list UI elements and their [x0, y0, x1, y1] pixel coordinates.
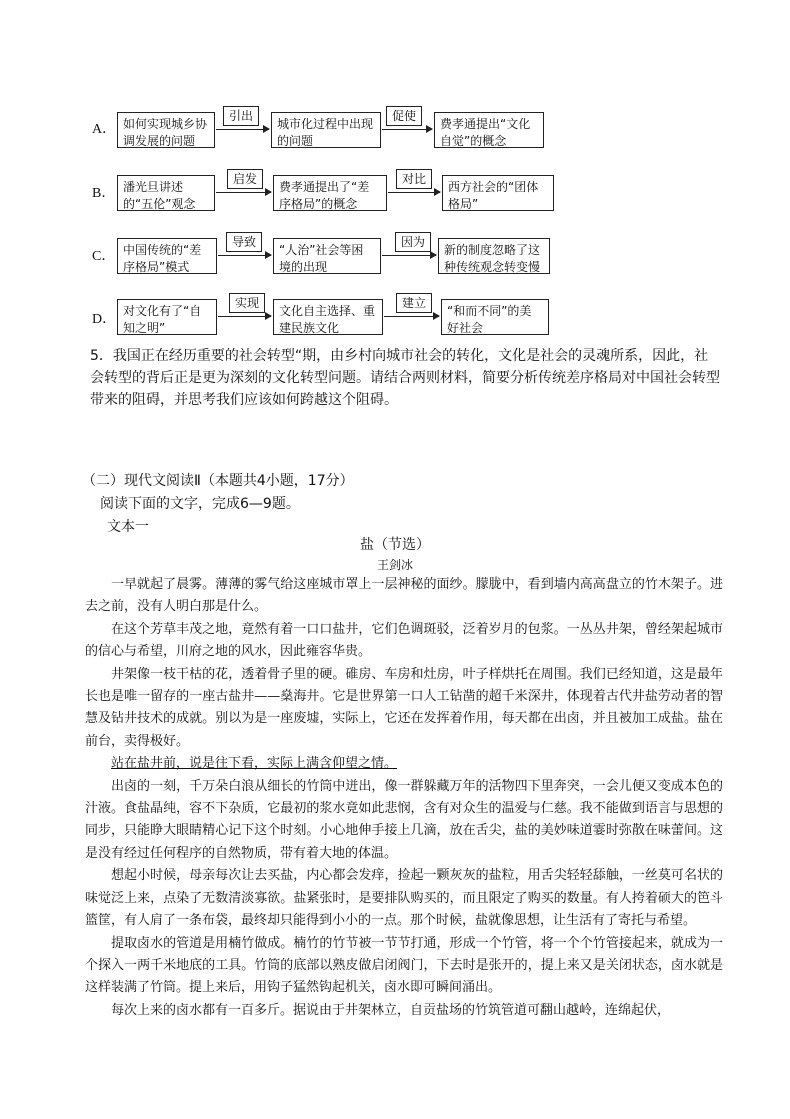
flow-box: 文化自主选择、重建民族文化: [273, 299, 383, 335]
section-heading: （二）现代文阅读Ⅱ（本题共4小题，17分）: [82, 473, 354, 489]
flow-label: 导致: [226, 232, 262, 252]
flow-box: 费孝通提出“文化自觉”的概念: [434, 112, 544, 148]
flow-arrow: [384, 316, 439, 317]
flow-arrow: [382, 129, 432, 130]
flow-label: 因为: [395, 232, 431, 252]
flow-arrow: [382, 255, 436, 256]
flow-label: 引出: [223, 106, 259, 126]
article-author: 王剑冰: [376, 558, 413, 572]
paragraph: 一早就起了晨雾。薄薄的雾气给这座城市罩上一层神秘的面纱。朦胧中，看到墙内高高盘立的竹木架子。进去之前，没有人明白那是什么。: [85, 577, 723, 615]
flow-label: 实现: [229, 293, 265, 313]
flow-label: 对比: [396, 169, 432, 189]
paragraph: [85, 753, 723, 775]
flow-arrow: [216, 192, 271, 193]
underlined-sentence: 站在盐井前，说是往下看，实际上满含仰望之情。: [111, 756, 398, 772]
article-title: 盐（节选）: [360, 537, 430, 553]
flow-arrow: [218, 316, 271, 317]
flow-label: 建立: [396, 293, 432, 313]
reading-instruction: 阅读下面的文字，完成6—9题。: [100, 496, 300, 512]
paragraph: 在这个芳草丰茂之地，竟然有着一口口盐井，它们色调斑驳，泛着岁月的包浆。一丛丛井架，曾经架起城市的信心与希望，川府之地的风水，因此雍容华贵。: [85, 621, 723, 660]
paragraph: 井架像一枝干枯的花，透着骨子里的硬。碓房、车房和灶房，叶子样烘托在周围。我们已经知道，这是最年长也是唯一留存的一座古盐井——燊海井。它是世界第一口人工钻凿的超千米深井，体现着古代井盐劳动者的智慧及钻井技术的成就。别以为是一座废墟，实际上，它还在发挥着作用，每天都在出卤，并且被加工成盐。盐在前台，卖得极好。: [85, 666, 723, 749]
flow-box: 对文化有了“自知之明”: [117, 299, 217, 335]
paragraph: 想起小时候，母亲每次让去买盐，内心都会发痒，捡起一颗灰灰的盐粒，用舌尖轻轻舔触，一丝莫可名状的味觉泛上来，点染了无数清淡寡欲。盐紧张时，是要排队购买的，而且限定了购买的数量。有人挎着硕大的笆斗篮筐，有人肩了一条布袋，最终却只能得到小小的一点。那个时候，盐就像思想，让生活有了寄托与希望。: [85, 868, 723, 929]
flow-box: “人治”社会等困境的出现: [273, 238, 381, 274]
paragraph: 提取卤水的管道是用楠竹做成。楠竹的竹节被一节节打通，形成一个竹管，将一个个竹管接起来，就成为一个探入一两千米地底的工具。竹筒的底部以熟皮做启闭阀门，下去时是张开的，提上来又是关闭状态，卤水就是这样装满了竹筒。提上来后，用钩子猛然钩起机关，卤水即可瞬间涌出。: [85, 935, 723, 996]
flow-label: 启发: [227, 169, 263, 189]
option-letter: D．: [92, 312, 117, 327]
flow-box: 新的制度忽略了这种传统观念转变慢: [438, 238, 550, 274]
article-body: [85, 574, 723, 1022]
flow-box: 潘光旦讲述的“五伦”观念: [117, 175, 215, 211]
option-letter: B．: [92, 186, 116, 201]
flow-box: 中国传统的“差序格局”模式: [117, 238, 217, 274]
flow-box: 城市化过程中出现的问题: [271, 112, 381, 148]
flow-label: 促使: [386, 106, 422, 126]
paragraph: 每次上来的卤水都有一百多斤。据说由于井架林立，自贡盐场的竹筑管道可翻山越岭，连绵起伏，: [111, 1002, 671, 1018]
flow-arrow: [216, 129, 269, 130]
flow-arrow: [218, 255, 271, 256]
flow-box: 费孝通提出了“差序格局”的概念: [273, 175, 387, 211]
option-letter: A．: [92, 122, 117, 137]
flow-box: “和而不同”的美好社会: [441, 299, 549, 335]
flow-arrow: [388, 192, 440, 193]
flow-box: 如何实现城乡协调发展的问题: [117, 112, 215, 148]
question-5: 5．我国正在经历重要的社会转型“期，由乡村向城市社会的转化，文化是社会的灵魂所系，因此，社会转型的背后正是更为深刻的文化转型问题。请结合两则材料，简要分析传统差序格局对中国社会转型带来的阻碍，并思考我们应该如何跨越这个阻碍。: [90, 348, 720, 408]
paragraph: 出卤的一刻，千万朵白浪从细长的竹筒中迸出，像一群躲藏万年的活物四下里奔突，一会儿便又变成本色的汁液。食盐晶纯，容不下杂质，它最初的浆水竟如此悲悯，含有对众生的温爱与仁慈。我不能做到语言与思想的同步，只能睁大眼睛精心记下这个时刻。小心地伸手接上几滴，放在舌尖，盐的美妙味道霎时弥散在味蕾间。这是没有经过任何程序的自然物质，带有着大地的体温。: [85, 778, 723, 861]
text-label: 文本一: [107, 519, 149, 535]
flow-box: 西方社会的“团体格局”: [442, 175, 554, 211]
option-letter: C．: [92, 249, 116, 264]
